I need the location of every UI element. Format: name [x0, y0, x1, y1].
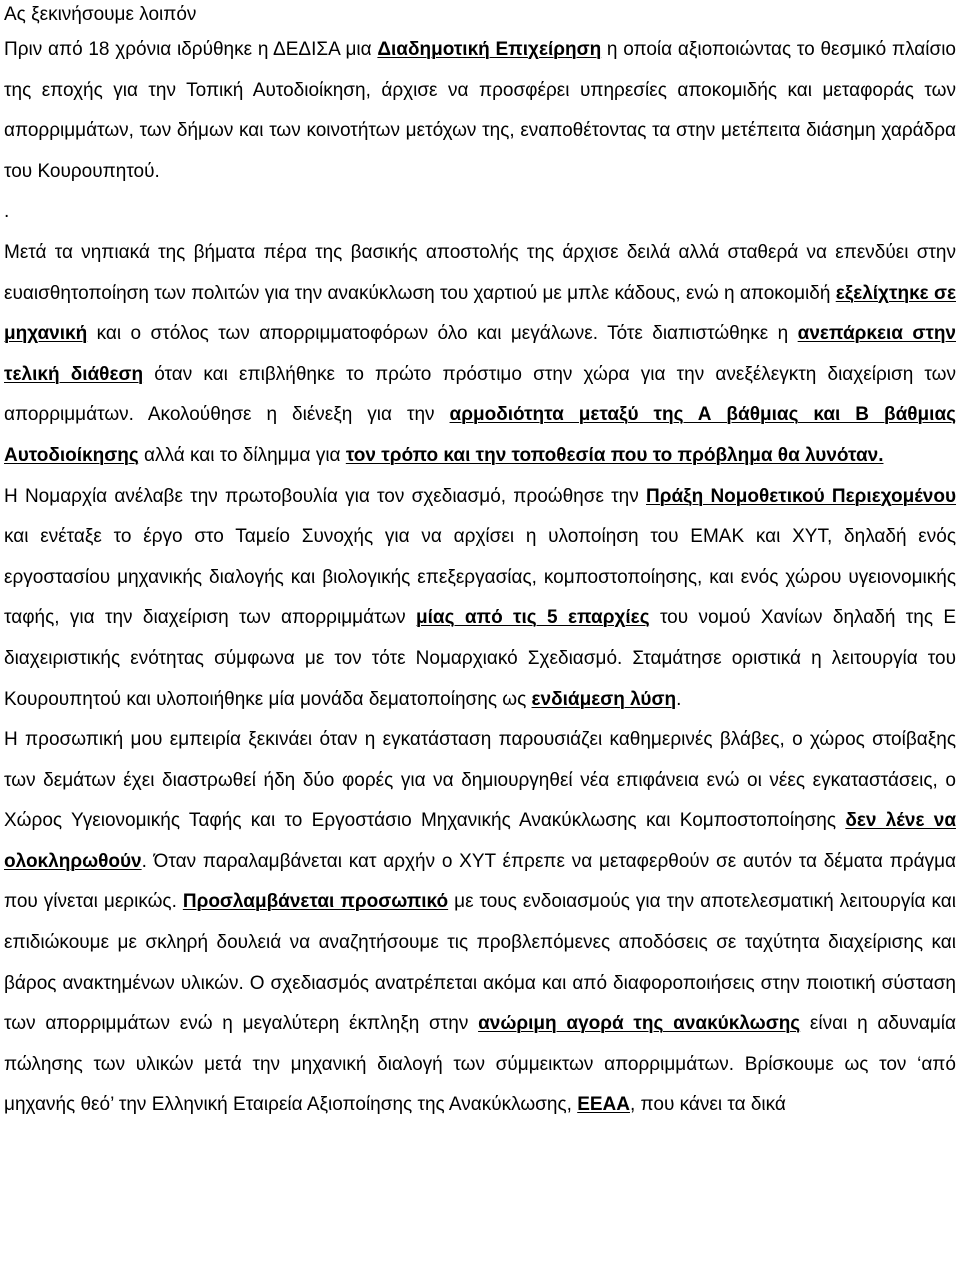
text-run: Η Νομαρχία ανέλαβε την πρωτοβουλία για τον σχεδιασμό, προώθησε την	[4, 485, 646, 507]
paragraph-early-steps	[4, 233, 956, 477]
text-run: του νομού Χανίων δηλαδή της Ε διαχειριστικής ενότητας σύμφωνα με τον τότε Νομαρχιακό Σχεδιασμό. Σταμάτησε οριστικά η λειτουργία του Κουρουπητού και υλοποιήθηκε μία μονάδα δεματοποίησης ως	[4, 607, 957, 710]
text-run: , που κάνει τα δικά	[630, 1094, 786, 1116]
paragraph-personal-experience	[4, 720, 956, 1126]
text-run: με τους ενδοιασμούς για την αποτελεσματική λειτουργία και επιδιώκουμε με σκληρή δουλειά να αναζητήσουμε τις προβλεπόμενες αποδόσεις σε ταχύτητα διαχείρισης και βάρος ανακτημένων υλικών. Ο σχεδιασμός ανατρέπεται ακόμα και από διαφοροποιήσεις στην ποιοτική σύσταση των απορριμμάτων ενώ η μεγαλύτερη έκπληξη στην	[4, 891, 956, 1035]
emphasized-text: εξελίχτηκε σε μηχανική	[4, 282, 956, 345]
emphasized-text: δεν λένε να ολοκληρωθούν	[4, 810, 956, 872]
emphasized-text: μίας από τις 5 επαρχίες	[416, 607, 650, 629]
text-run: και ενέταξε το έργο στο Ταμείο Συνοχής για να αρχίσει η υλοποίηση του ΕΜΑΚ και ΧΥΤ, δηλαδή ενός εργοστασίου μηχανικής διαλογής και βιολογικής επεξεργασίας, κομποστοποίησης, και ενός χώρου υγειονομικής ταφής, για την διαχείριση των απορριμμάτων	[4, 526, 956, 629]
document-heading: Ας ξεκινήσουμε λοιπόν	[4, 4, 197, 25]
text-run: .	[4, 201, 10, 223]
text-run: .	[676, 688, 682, 710]
text-run: Μετά τα νηπιακά της βήματα πέρα της βασικής αποστολής της άρχισε δειλά αλλά σταθερά να επενδύει στην ευαισθητοποίηση των πολιτών για την ανακύκλωση του χαρτιού με μπλε κάδους, ενώ η αποκομιδή	[4, 241, 956, 304]
emphasized-text: Προσλαμβάνεται προσωπικό	[182, 891, 449, 913]
text-run: και ο στόλος των απορριμματοφόρων όλο και μεγάλωνε. Τότε διαπιστώθηκε η	[87, 323, 798, 345]
emphasized-text: ανώριμη αγορά της ανακύκλωσης	[478, 1013, 801, 1035]
text-run: αλλά και το δίλημμα για	[138, 444, 346, 466]
text-run: όταν και επιβλήθηκε το πρώτο πρόστιμο στην χώρα για την ανεξέλεγκτη διαχείριση των απορριμμάτων. Ακολούθησε η διένεξη για την	[4, 363, 956, 426]
text-run: Η προσωπική μου εμπειρία ξεκινάει όταν η εγκατάσταση παρουσιάζει καθημερινές βλάβες, ο χώρος στοίβαξης των δεμάτων έχει διαστρωθεί ήδη δύο φορές για να δημιουργηθεί νέα επιφάνεια ενώ οι νέες εγκαταστάσεις, ο Χώρος Υγειονομικής Ταφής και το Εργοστάσιο Μηχανικής Ανακύκλωσης και Κομποστοποίησης	[4, 729, 956, 832]
text-run: η οποία αξιοποιώντας το θεσμικό πλαίσιο της εποχής για την Τοπική Αυτοδιοίκηση, άρχισε να προσφέρει υπηρεσίες αποκομιδής και μεταφοράς των απορριμμάτων, των δήμων και των κοινοτήτων μετόχων της, εναποθέτοντας τα στην μετέπειτα διάσημη χαράδρα του Κουρουπητού.	[4, 39, 956, 182]
paragraph-prefecture	[4, 477, 956, 721]
text-run: Πριν από 18 χρόνια ιδρύθηκε η ΔΕΔΙΣΑ μια	[4, 39, 378, 60]
emphasized-text: ΕΕΑΑ	[577, 1094, 630, 1116]
emphasized-text: Πράξη Νομοθετικού Περιεχομένου	[646, 485, 957, 507]
text-run: είναι η αδυναμία πώλησης των υλικών μετά την μηχανική διαλογή των σύμμεικτων απορριμμάτων. Βρίσκουμε ως τον ‘από μηχανής θεό’ την Ελληνική Εταιρεία Αξιοποίησης της Ανακύκλωσης,	[4, 1013, 956, 1116]
emphasized-text: αρμοδιότητα μεταξύ της Α βάθμιας και Β βάθμιας Αυτοδιοίκησης	[4, 404, 957, 466]
paragraph-separator	[4, 192, 956, 233]
paragraph-intro	[4, 30, 956, 192]
emphasized-text: ενδιάμεση λύση	[531, 688, 677, 710]
text-run: . Όταν παραλαμβάνεται κατ αρχήν ο ΧΥΤ έπρεπε να μεταφερθούν σε αυτόν τα δέματα πράγμα που γίνεται μερικώς.	[4, 850, 956, 913]
emphasized-text: ανεπάρκεια στην τελική διάθεση	[4, 323, 956, 385]
emphasized-text: Διαδημοτική Επιχείρηση	[377, 39, 602, 60]
emphasized-text: τον τρόπο και την τοποθεσία που το πρόβλημα θα λυνόταν.	[345, 444, 884, 466]
